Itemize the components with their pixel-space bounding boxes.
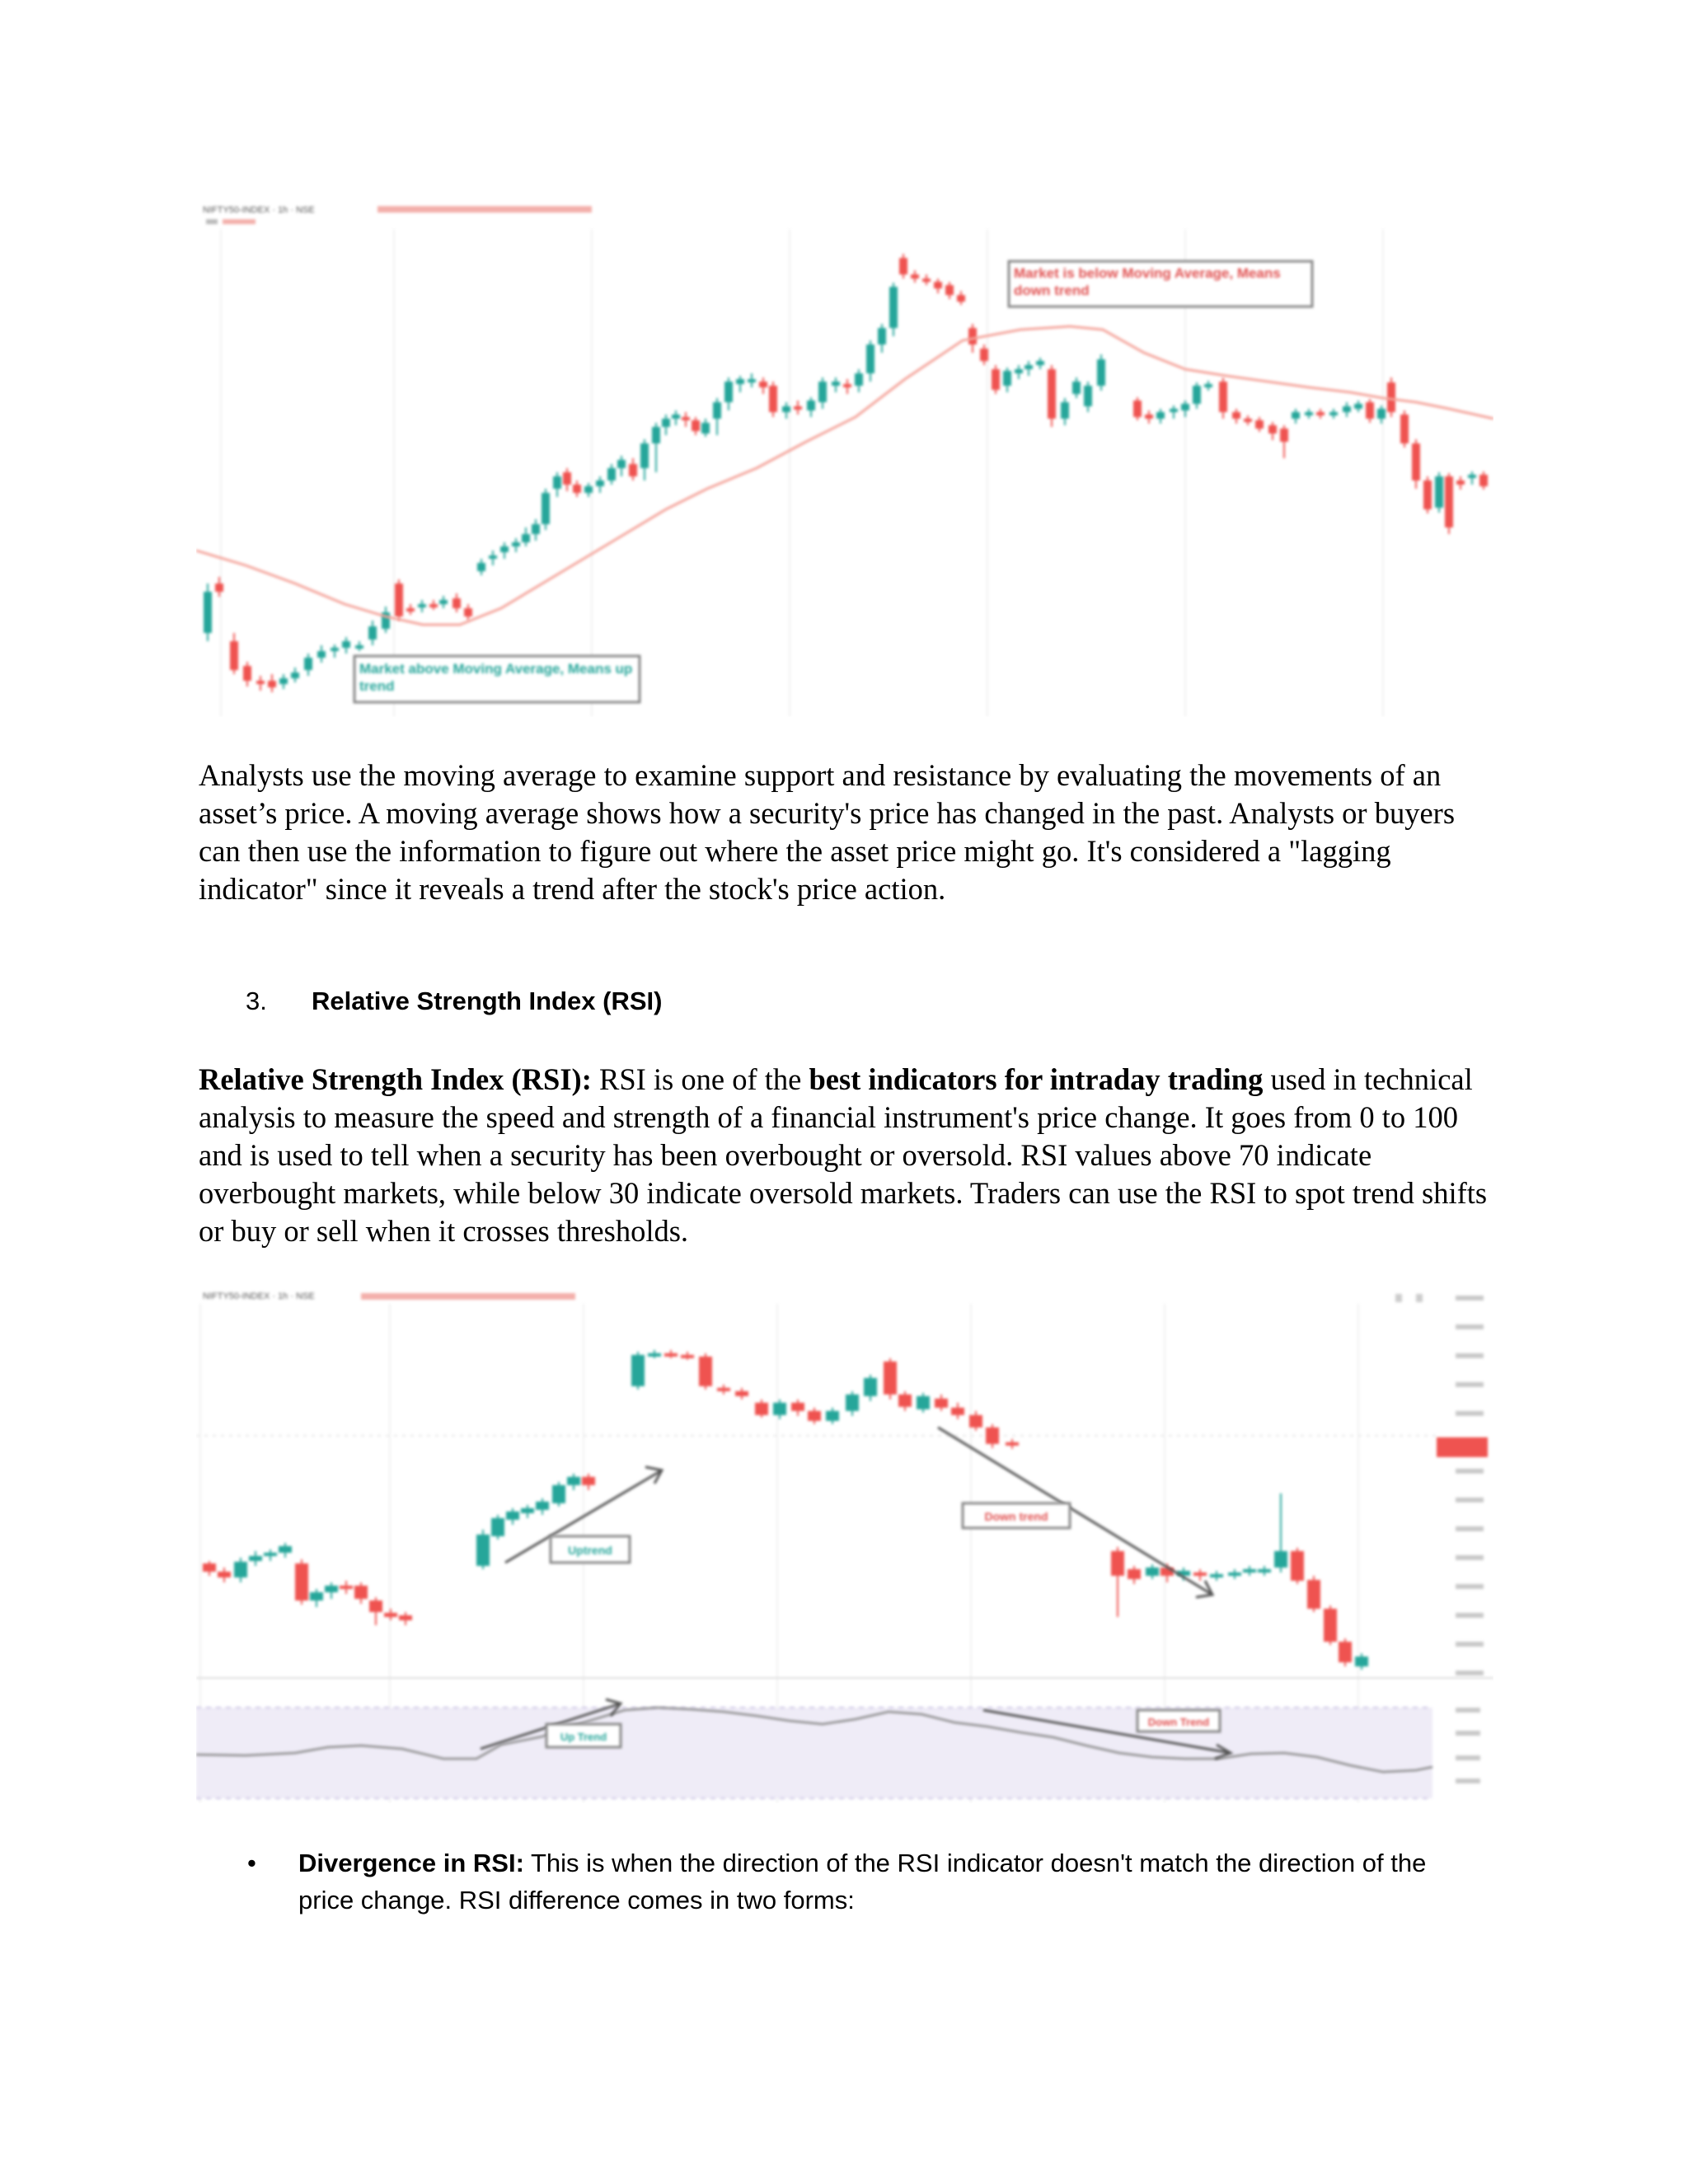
candle-body <box>464 608 472 616</box>
candle-body <box>279 1546 292 1553</box>
rsi-text-2: used in technical analysis to measure the speed and strength of a financial instrument's price change. It goes from 0 to 100 and is used to tell when a security has been overbought or oversold. RSI values above 70 indicate overbought markets, while below 30 indicate oversold markets. Traders can use the RSI to spot trend shifts or buy or sell when it crosses thresholds. <box>199 1062 1488 1248</box>
candle-body <box>1193 1572 1207 1576</box>
candle-body <box>256 681 265 684</box>
candle-body <box>1258 1569 1271 1572</box>
candle-body <box>701 423 710 434</box>
section-heading-rsi <box>246 985 662 1018</box>
candle-body <box>399 1615 412 1620</box>
label-downtrend <box>963 1503 1070 1528</box>
candle-body <box>325 1586 338 1592</box>
candle-body <box>769 386 777 412</box>
candle-body <box>629 464 637 476</box>
candle-body <box>889 287 898 328</box>
candle-body <box>491 1518 504 1536</box>
candle-body <box>1435 476 1443 508</box>
candle-body <box>506 1511 519 1520</box>
candle-body <box>1219 382 1227 412</box>
candle-body <box>1025 365 1033 369</box>
candle-body <box>957 295 965 302</box>
candle-body <box>310 1592 323 1601</box>
candle-body <box>1255 420 1264 429</box>
candle-body <box>631 1355 645 1386</box>
candle-body <box>291 673 299 678</box>
candle-body <box>917 1396 930 1409</box>
candle-body <box>354 1586 368 1599</box>
moving-average-paragraph: Analysts use the moving average to examine support and resistance by evaluating the movements of an asset’s price. A moving average shows how a security's price has changed in the past. Analysts or buyers can then use the information to figure out where the asset price might go. It's considered a "lagging indicator" since it reveals a trend after the stock's price action. <box>199 758 1456 906</box>
candle-body <box>1170 409 1178 412</box>
candle-body <box>662 419 670 427</box>
candle-body <box>1036 361 1044 365</box>
rsi-text-1: RSI is one of the <box>591 1062 809 1096</box>
candle-body <box>682 417 690 420</box>
candle-body <box>922 279 931 282</box>
candle-body <box>1412 443 1420 480</box>
candle-body <box>512 542 520 546</box>
candle-body <box>563 472 571 485</box>
candle-body <box>582 1477 595 1485</box>
candle-body <box>1456 480 1465 485</box>
candle-body <box>1084 386 1092 406</box>
bullet-text <box>298 1844 1485 1919</box>
candle-body <box>1445 476 1453 527</box>
candle-body <box>268 681 276 687</box>
candle-body <box>1145 415 1153 419</box>
candle-body <box>406 608 415 612</box>
candle-body <box>1210 1574 1223 1577</box>
candle-body <box>1006 1442 1019 1446</box>
candle-body <box>748 379 756 382</box>
candle-body <box>1244 419 1252 422</box>
candle-body <box>1243 1569 1256 1572</box>
candle-body <box>355 645 363 649</box>
candle-body <box>304 658 312 670</box>
candle-body <box>826 1411 839 1421</box>
candle-body <box>898 1394 912 1407</box>
rsi-paragraph <box>199 1061 1493 1250</box>
rsi-lead: Relative Strength Index (RSI): <box>199 1062 592 1096</box>
chart-symbol-label: NIFTY50-INDEX · 1h · NSE <box>203 1291 315 1301</box>
candle-body <box>672 415 680 419</box>
rsi-band <box>196 1708 1432 1798</box>
candle-body <box>945 285 954 295</box>
candle-body <box>1156 412 1165 419</box>
candle-body <box>542 493 550 524</box>
candle-body <box>1061 402 1069 419</box>
candle-body <box>369 1601 382 1612</box>
candle-body <box>522 534 530 542</box>
candle-body <box>536 1502 549 1510</box>
candle-body <box>1003 371 1011 386</box>
candle-body <box>807 401 815 410</box>
candle-body <box>1133 401 1142 417</box>
rsi-chart-image <box>196 1279 1493 1803</box>
section-title: Relative Strength Index (RSI) <box>312 987 663 1015</box>
candle-body <box>864 1378 877 1396</box>
candle-body <box>818 382 827 402</box>
moving-average-chart-image <box>196 196 1493 717</box>
candle-body <box>980 349 988 361</box>
candle-body <box>1423 480 1432 509</box>
candle-body <box>692 420 700 431</box>
candle-body <box>1072 382 1081 394</box>
candle-body <box>1048 369 1056 419</box>
candle-body <box>317 651 326 658</box>
section-number: 3. <box>246 987 267 1015</box>
candle-body <box>279 678 288 684</box>
candle-body <box>640 443 649 468</box>
chart-header <box>203 1291 1423 1302</box>
label-rsi-downtrend <box>1137 1710 1220 1732</box>
candle-body <box>249 1556 262 1561</box>
candle-body <box>532 524 540 534</box>
bullet-marker: • <box>247 1849 256 1877</box>
candle-body <box>699 1357 712 1386</box>
candle-body <box>934 282 942 288</box>
candle-body <box>759 382 767 387</box>
candle-body <box>1274 1551 1287 1568</box>
candle-body <box>935 1399 948 1408</box>
candle-body <box>735 1391 748 1396</box>
candle-body <box>1339 1642 1352 1662</box>
candle-body <box>736 379 744 384</box>
candle-body <box>617 460 626 468</box>
candle-body <box>791 1403 804 1411</box>
candle-body <box>664 1353 678 1357</box>
candle-body <box>648 1353 661 1357</box>
svg-text:Down trend: Down trend <box>984 1510 1048 1523</box>
candle-body <box>866 344 874 373</box>
candle-body <box>969 1415 982 1427</box>
candle-body <box>243 666 251 681</box>
candle-body <box>846 1394 859 1411</box>
candle-body <box>782 406 790 412</box>
candle-body <box>878 328 886 344</box>
chart-symbol-label: NIFTY50-INDEX · 1h · NSE <box>203 205 315 215</box>
candle-body <box>968 328 977 344</box>
candle-body <box>477 563 485 571</box>
candle-body <box>1307 1580 1320 1609</box>
candle-body <box>951 1408 964 1415</box>
candle-body <box>203 1563 216 1572</box>
candle-body <box>1015 369 1023 373</box>
moving-average-line <box>196 326 1493 625</box>
candle-body <box>1291 1551 1304 1581</box>
candle-body <box>1329 412 1338 415</box>
candle-body <box>1316 412 1325 415</box>
candle-body <box>489 555 497 559</box>
candle-body <box>911 274 919 279</box>
candle-body <box>1268 425 1277 434</box>
candle-body <box>553 476 561 489</box>
candle-body <box>342 641 350 648</box>
candle-body <box>1292 412 1300 419</box>
candle-body <box>1400 415 1409 443</box>
candle-body <box>1228 1572 1241 1576</box>
candle-body <box>429 604 438 607</box>
candle-body <box>652 427 660 443</box>
candle-body <box>899 258 907 274</box>
candle-body <box>1468 475 1476 478</box>
candle-body <box>986 1427 999 1444</box>
candle-body <box>573 485 581 493</box>
candle-body <box>724 382 733 402</box>
candle-body <box>215 583 223 592</box>
candle-body <box>1355 1657 1368 1666</box>
candle-body <box>1232 412 1240 419</box>
candle-body <box>1305 412 1313 415</box>
candle-body <box>1324 1609 1337 1642</box>
candle-body <box>452 598 461 608</box>
annotation-below-ma <box>1009 261 1312 307</box>
candle-body <box>584 486 593 493</box>
candlestick-series <box>203 1350 1368 1670</box>
candle-body <box>552 1485 565 1503</box>
svg-text:Uptrend: Uptrend <box>568 1544 612 1557</box>
candle-body <box>843 384 851 387</box>
candle-body <box>1479 475 1488 486</box>
candle-body <box>755 1403 768 1415</box>
annotation-above-ma <box>354 656 640 702</box>
candle-body <box>418 604 426 607</box>
candle-body <box>234 1562 247 1577</box>
candle-body <box>832 382 840 386</box>
chart-header <box>203 205 592 224</box>
price-axis <box>1437 1296 1488 1783</box>
candle-body <box>1343 406 1351 412</box>
annotation-below-ma-text: Market is below Moving Average, Means down trend <box>1014 265 1281 298</box>
svg-text:Down Trend: Down Trend <box>1147 1716 1210 1728</box>
candle-body <box>368 626 377 640</box>
candle-body <box>794 406 802 410</box>
svg-text:Up Trend: Up Trend <box>560 1731 607 1743</box>
bullet-body: This is when the direction of the RSI indicator doesn't match the direction of the price change. RSI difference comes in two forms: <box>298 1849 1427 1915</box>
candle-body <box>476 1535 490 1566</box>
candle-body <box>340 1586 353 1589</box>
candle-body <box>567 1477 580 1485</box>
candle-body <box>713 402 721 419</box>
candle-body <box>1377 409 1386 419</box>
candle-body <box>295 1563 308 1601</box>
candle-body <box>681 1355 694 1358</box>
candle-body <box>1111 1551 1124 1576</box>
candle-body <box>1146 1568 1159 1576</box>
candle-body <box>395 583 403 616</box>
candle-body <box>264 1553 277 1556</box>
candle-body <box>230 641 238 670</box>
candle-body <box>884 1361 897 1394</box>
candle-body <box>607 468 616 480</box>
candlestick-series <box>204 254 1488 692</box>
candle-body <box>717 1388 730 1391</box>
candle-body <box>1204 384 1212 387</box>
candle-body <box>521 1508 534 1513</box>
candle-body <box>1366 402 1374 419</box>
candle-body <box>384 1613 397 1617</box>
label-uptrend <box>551 1536 630 1563</box>
candle-body <box>1280 429 1288 442</box>
candle-body <box>204 592 212 633</box>
candle-body <box>218 1572 231 1577</box>
candle-body <box>1128 1569 1141 1579</box>
bullet-lead: Divergence in RSI: <box>298 1849 524 1877</box>
candle-body <box>1387 382 1395 412</box>
candle-body <box>773 1403 786 1415</box>
rsi-emphasis: best indicators for intraday trading <box>809 1062 1264 1096</box>
candle-body <box>1097 359 1105 386</box>
candle-body <box>331 648 339 651</box>
candle-body <box>1354 404 1362 409</box>
candle-body <box>596 480 604 486</box>
candle-body <box>1181 404 1189 410</box>
candle-body <box>808 1411 821 1421</box>
candle-body <box>992 369 1000 390</box>
candle-body <box>500 546 509 552</box>
candle-body <box>439 600 448 604</box>
candle-body <box>1193 386 1201 404</box>
label-rsi-uptrend <box>546 1724 621 1747</box>
candle-body <box>855 373 863 386</box>
annotation-above-ma-text: Market above Moving Average, Means up trend <box>359 661 633 694</box>
